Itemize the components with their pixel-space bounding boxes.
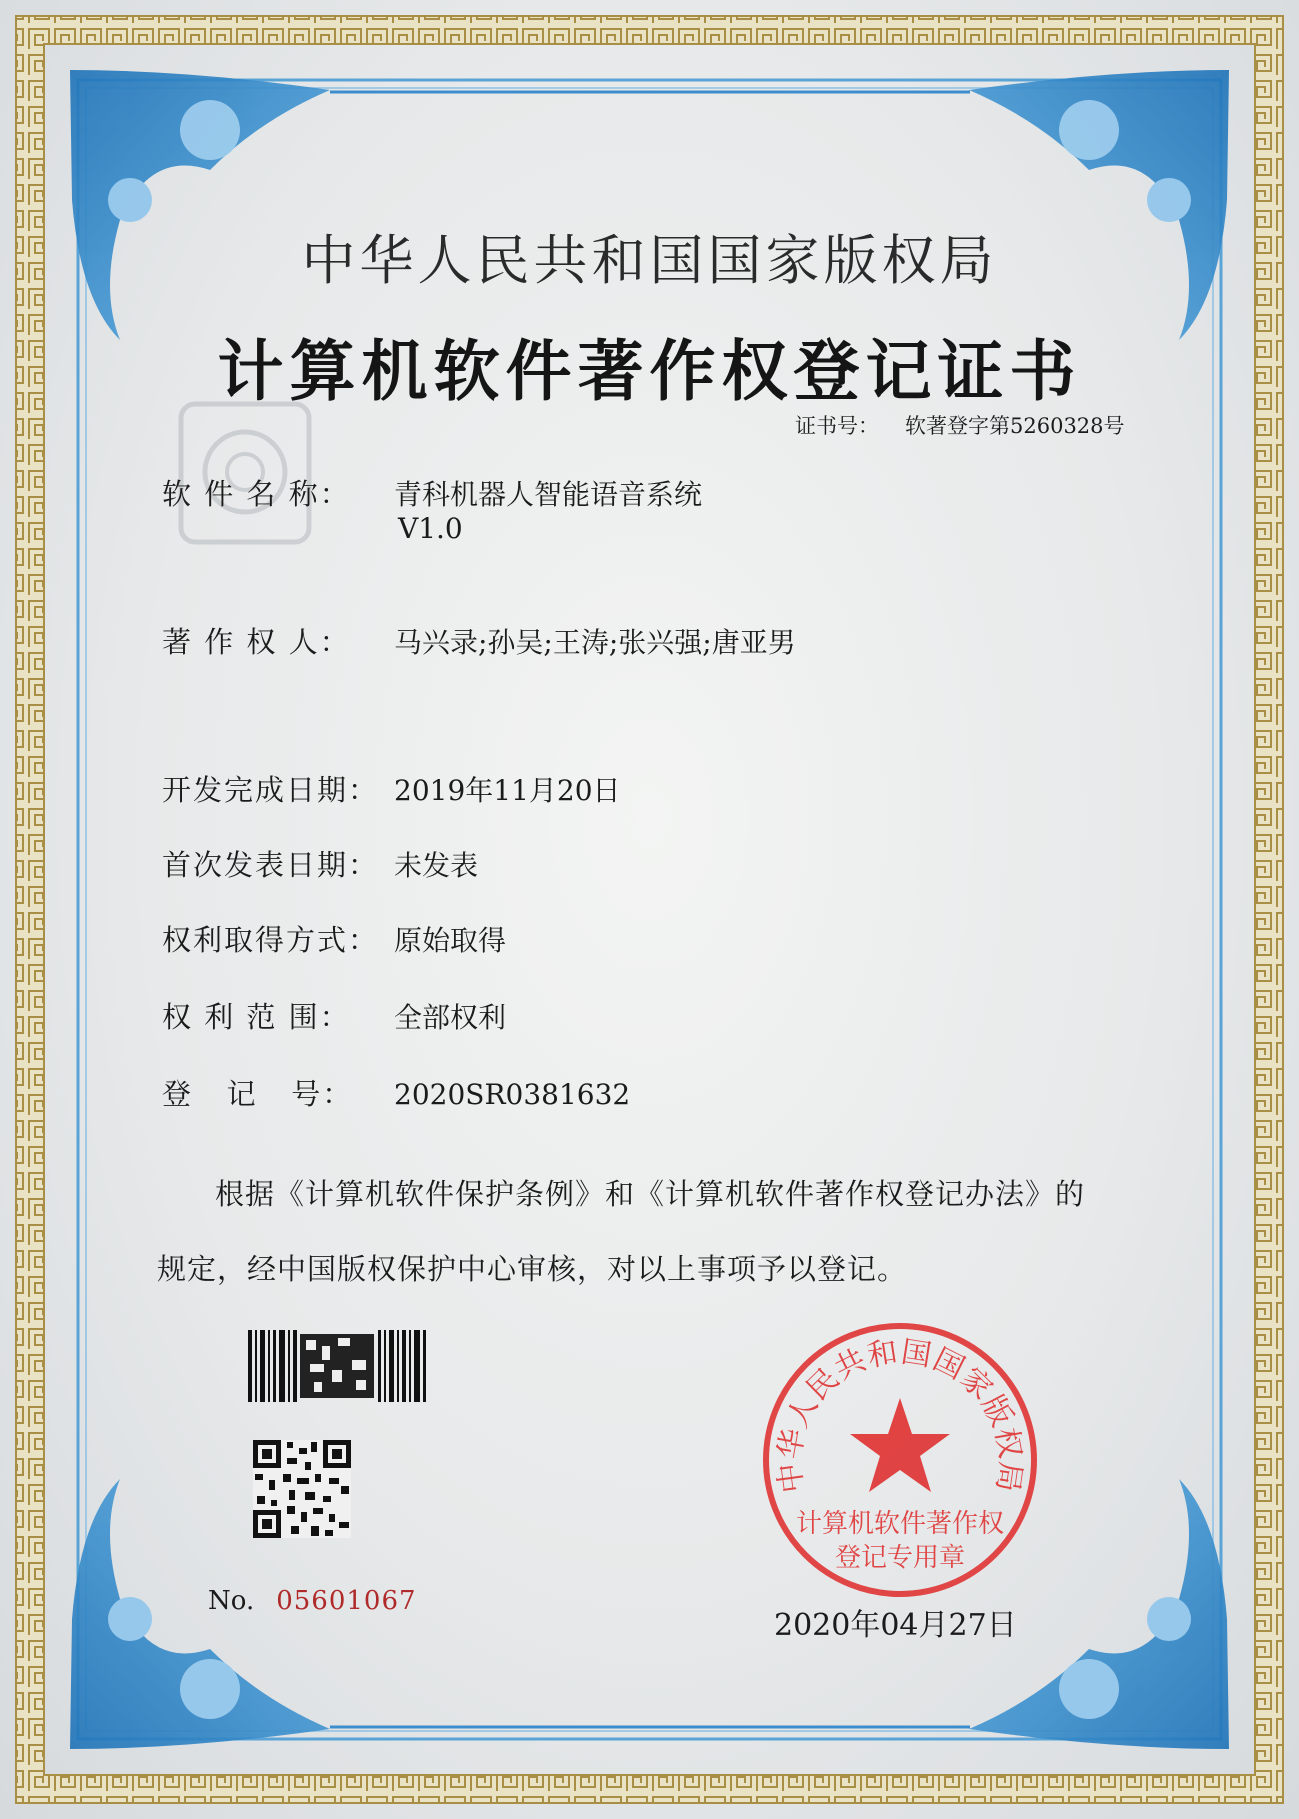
issue-date: 2020年04月27日 xyxy=(774,1608,1017,1643)
field-dev-date xyxy=(162,768,621,809)
serial-number xyxy=(208,1586,417,1616)
statement-line-1: 根据《计算机软件保护条例》和《计算机软件著作权登记办法》的 xyxy=(215,1177,1086,1211)
field-reg-number xyxy=(162,1072,630,1113)
field-value: 2019年11月20日 xyxy=(394,774,621,807)
seal-line-2: 登记专用章 xyxy=(834,1543,966,1573)
field-scope xyxy=(162,995,506,1036)
field-value: 青科机器人智能语音系统 xyxy=(394,478,703,511)
qr-code-icon xyxy=(253,1440,351,1538)
certificate-number xyxy=(795,410,1125,440)
field-acquire-method xyxy=(162,918,506,959)
field-label: 软 件 名 称： xyxy=(162,477,351,511)
issuer-title: 中华人民共和国国家版权局 xyxy=(301,229,998,292)
certificate-number-value: 软著登字第5260328号 xyxy=(905,414,1125,438)
field-pub-date xyxy=(162,843,478,884)
field-label: 开发完成日期： xyxy=(162,773,380,807)
statement-line-2: 规定，经中国版权保护中心审核，对以上事项予以登记。 xyxy=(157,1252,908,1286)
field-software-name xyxy=(162,472,702,513)
certificate-title: 计算机软件著作权登记证书 xyxy=(217,332,1082,410)
seal-ring-text: 中华人民共和国国家版权局 xyxy=(772,1334,1028,1496)
field-value: 马兴录;孙吴;王涛;张兴强;唐亚男 xyxy=(394,626,796,659)
field-owner xyxy=(162,620,796,661)
ornament-top-right xyxy=(969,70,1229,340)
field-label: 权 利 范 围： xyxy=(162,1000,351,1034)
software-version: V1.0 xyxy=(398,512,463,545)
field-value: 原始取得 xyxy=(394,924,507,957)
field-label: 登 记 号： xyxy=(162,1077,354,1111)
official-seal xyxy=(760,1320,1040,1600)
ornament-top-left xyxy=(70,70,330,340)
field-label: 首次发表日期： xyxy=(162,848,380,882)
serial-value: 05601067 xyxy=(276,1586,417,1616)
field-label: 权利取得方式： xyxy=(162,923,380,957)
serial-label: No. xyxy=(208,1586,255,1616)
seal-line-1: 计算机软件著作权 xyxy=(795,1509,1005,1539)
field-value: 全部权利 xyxy=(394,1001,507,1034)
seal-star-icon xyxy=(850,1398,950,1492)
field-value: 2020SR0381632 xyxy=(394,1078,631,1111)
field-value: 未发表 xyxy=(394,849,479,882)
certificate-number-label: 证书号： xyxy=(795,414,879,438)
barcode-icon xyxy=(248,1330,430,1402)
field-label: 著 作 权 人： xyxy=(162,625,351,659)
